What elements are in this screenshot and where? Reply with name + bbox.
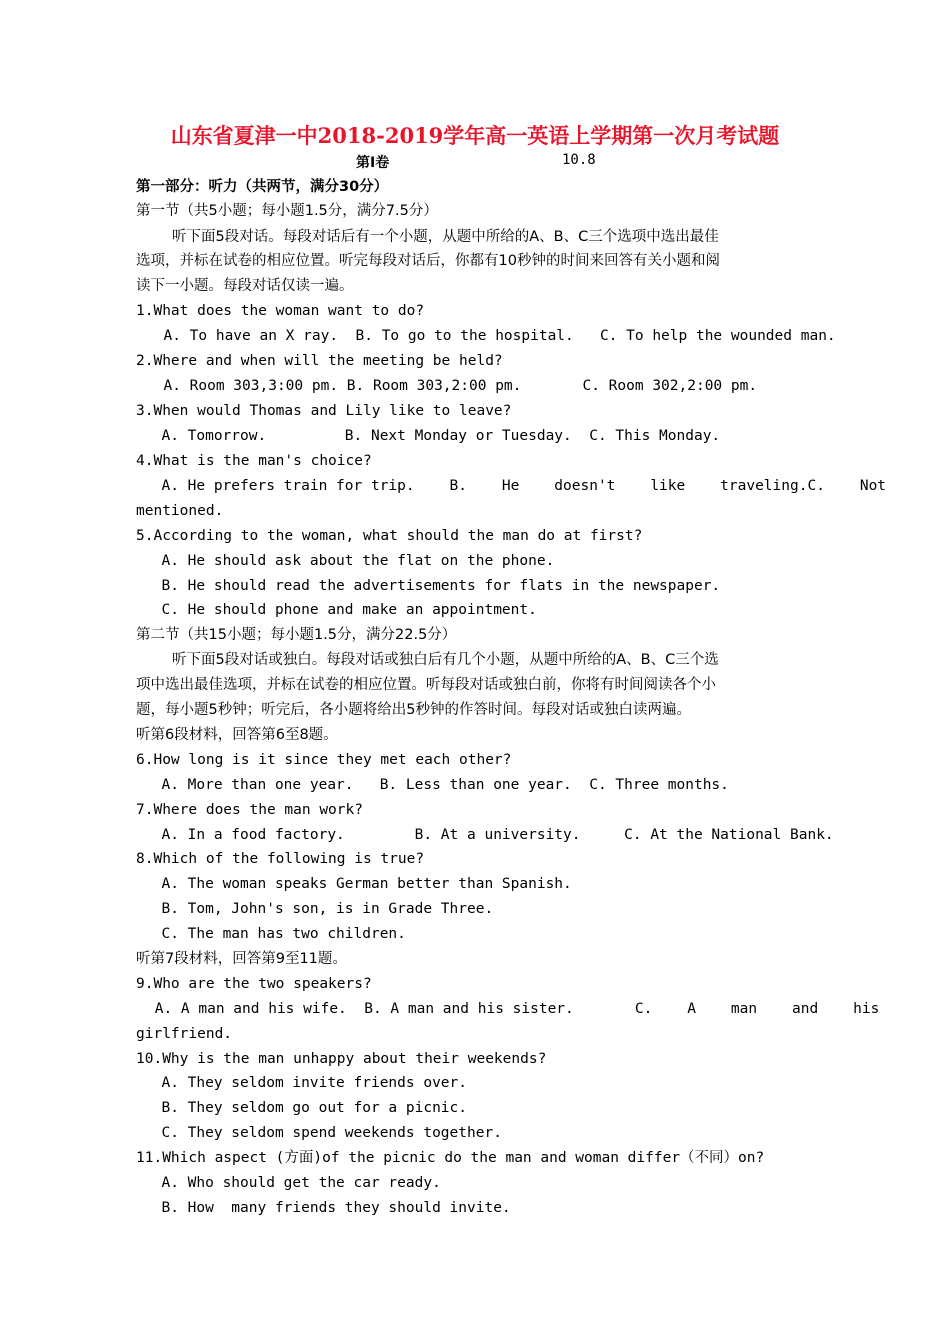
question-7-options: A. In a food factory. B. At a university. C. At the National Bank. — [144, 827, 834, 843]
question-6-options: A. More than one year. B. Less than one year. C. Three months. — [144, 777, 729, 793]
question-5: 5.According to the woman, what should the man do at first? — [136, 528, 643, 544]
exam-date: 10.8 — [562, 152, 596, 168]
volume-label: 第Ⅰ卷 — [356, 155, 390, 171]
question-5-option-b: B. He should read the advertisements for flats in the newspaper. — [144, 578, 721, 594]
question-9-options-continued: girlfriend. — [136, 1026, 233, 1042]
question-6: 6.How long is it since they met each other? — [136, 752, 512, 768]
question-4-options-continued: mentioned. — [136, 503, 224, 519]
question-4-options: A. He prefers train for trip. B. He doesn't like traveling.C. Not — [144, 478, 887, 494]
section2-instructions-line: 项中选出最佳选项，并标在试卷的相应位置。听每段对话或独白前，你将有时间阅读各个小 — [136, 677, 716, 693]
question-5-option-c: C. He should phone and make an appointment. — [144, 602, 537, 618]
question-8-option-a: A. The woman speaks German better than Spanish. — [144, 876, 572, 892]
question-1-options: A. To have an X ray. B. To go to the hospital. C. To help the wounded man. — [146, 328, 836, 344]
exam-title: 山东省夏津一中2018-2019学年高一英语上学期第一次月考试题 — [170, 123, 780, 148]
section2-instructions-line: 听下面5段对话或独白。每段对话或独白后有几个小题，从题中所给的A、B、C三个选 — [172, 652, 719, 668]
question-5-option-a: A. He should ask about the flat on the phone. — [144, 553, 555, 569]
section1-instructions-line: 选项，并标在试卷的相应位置。听完每段对话后，你都有10秒钟的时间来回答有关小题和阅 — [136, 253, 720, 269]
section2-heading: 第二节（共15小题；每小题1.5分，满分22.5分） — [136, 627, 457, 643]
question-10-option-b: B. They seldom go out for a picnic. — [144, 1100, 468, 1116]
question-9-options: A. A man and his wife. B. A man and his sister. C. A man and his — [146, 1001, 880, 1017]
question-9: 9.Who are the two speakers? — [136, 976, 372, 992]
question-8-option-b: B. Tom, John's son, is in Grade Three. — [144, 901, 494, 917]
question-1: 1.What does the woman want to do? — [136, 303, 425, 319]
material-7-label: 听第7段材料，回答第9至11题。 — [136, 951, 347, 967]
question-2-options: A. Room 303,3:00 pm. B. Room 303,2:00 pm. C. Room 302,2:00 pm. — [146, 378, 758, 394]
section2-instructions-line: 题，每小题5秒钟；听完后，各小题将给出5秒钟的作答时间。每段对话或独白读两遍。 — [136, 702, 691, 718]
section1-instructions-line: 读下一小题。每段对话仅读一遍。 — [136, 278, 354, 294]
question-8-option-c: C. The man has two children. — [144, 926, 406, 942]
question-10-option-c: C. They seldom spend weekends together. — [144, 1125, 502, 1141]
question-2: 2.Where and when will the meeting be held? — [136, 353, 503, 369]
question-11-option-b: B. How many friends they should invite. — [144, 1200, 511, 1216]
question-11: 11.Which aspect (方面)of the picnic do the man and woman differ（不同）on? — [136, 1150, 765, 1166]
question-8: 8.Which of the following is true? — [136, 851, 425, 867]
question-11-option-a: A. Who should get the car ready. — [144, 1175, 441, 1191]
question-3: 3.When would Thomas and Lily like to leave? — [136, 403, 512, 419]
question-4: 4.What is the man's choice? — [136, 453, 372, 469]
section1-instructions-line: 听下面5段对话。每段对话后有一个小题，从题中所给的A、B、C三个选项中选出最佳 — [172, 229, 719, 245]
question-10-option-a: A. They seldom invite friends over. — [144, 1075, 468, 1091]
question-3-options: A. Tomorrow. B. Next Monday or Tuesday. C. This Monday. — [144, 428, 721, 444]
part1-heading: 第一部分：听力（共两节，满分30分） — [136, 179, 389, 195]
material-6-label: 听第6段材料，回答第6至8题。 — [136, 727, 338, 743]
question-10: 10.Why is the man unhappy about their weekends? — [136, 1051, 547, 1067]
question-7: 7.Where does the man work? — [136, 802, 363, 818]
section1-heading: 第一节（共5小题；每小题1.5分，满分7.5分） — [136, 203, 438, 219]
